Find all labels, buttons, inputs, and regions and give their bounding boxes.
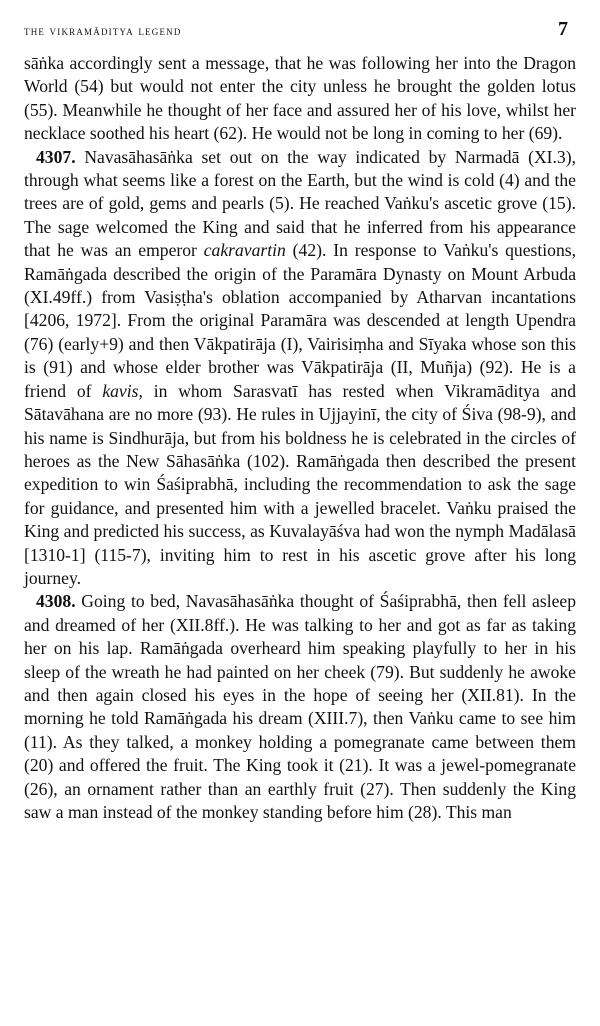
running-title: the vikramāditya legend <box>24 23 182 38</box>
entry-text-part-b: (42). In response to Vaṅku's questions, Ramāṅgada described the origin of the Paramāra Dynasty on Mount Arbuda (XI.49ff.) from Vasiṣṭha's oblation accompanied by Atharvan incantations [4206, 1972]. From the original Paramāra was descended at length Upendra (76) (early+9) and then Vākpatirāja (I), Vairisiṃha and Sīyaka whose son this is (91) and whose elder brother was Vākpatirāja (II, Muñja) (92). He is a friend of <box>24 240 576 401</box>
paragraph-continuation <box>24 52 576 146</box>
page-header <box>24 18 576 52</box>
page-number: 7 <box>558 18 568 40</box>
page-body <box>24 52 576 824</box>
entry-text-part-c: , in whom Sarasvatī has rested when Vikramāditya and Sātavāhana are no more (93). He rules in Ujjayinī, the city of Śiva (98-9), and his name is Sindhurāja, but from his boldness he is celebrated in the circles of heroes as the New Sāhasāṅka (102). Ramāṅgada then described the present expedition to win Śaśiprabhā, including the recommendation to ask the sage for guidance, and presented him with a jewelled bracelet. Vaṅku praised the King and predicted his success, as Kuvalayāśva had won the nymph Madālasā [1310-1] (115-7), inviting him to rest in his ascetic grove after his long journey. <box>24 380 576 588</box>
entry-italic-term: cakravartin <box>203 240 286 261</box>
entry-text: Going to bed, Navasāhasāṅka thought of Śaśiprabhā, then fell asleep and dreamed of her (XII.8ff.). He was talking to her and got as far as taking her on his lap. Ramāṅgada overheard him speaking playfully to her in his sleep of the wreath he had painted on her cheek (79). But suddenly he awoke and then again closed his eyes in the hope of seeing her (XII.81). In the morning he told Ramāṅgada his dream (XIII.7), then Vaṅku came to see him (11). As they talked, a monkey holding a pomegranate came between them (20) and offered the fruit. The King took it (21). It was a jewel-pomegranate (26), an ornament rather than an earthly fruit (27). Then suddenly the King saw a man instead of the monkey standing before him (28). This man <box>24 591 576 822</box>
entry-4308 <box>24 590 576 824</box>
entry-italic-term: kavis <box>102 380 139 401</box>
entry-number: 4307. <box>36 146 76 167</box>
entry-number: 4308. <box>36 591 76 612</box>
paragraph-text: sāṅka accordingly sent a message, that he was following her into the Dragon World (54) but would not enter the city unless he brought the golden lotus (55). Meanwhile he thought of her face and assured her of his love, whilst her necklace soothed his heart (62). He would not be long in coming to her (69). <box>24 53 576 144</box>
entry-4307 <box>24 146 576 591</box>
entry-text-part-a: Navasāhasāṅka set out on the way indicated by Narmadā (XI.3), through what seems like a forest on the Earth, but the wind is cold (4) and the trees are of gold, gems and pearls (5). He reached Vaṅku's ascetic grove (15). The sage welcomed the King and said that he inferred from his appearance that he was an emperor <box>24 146 576 261</box>
